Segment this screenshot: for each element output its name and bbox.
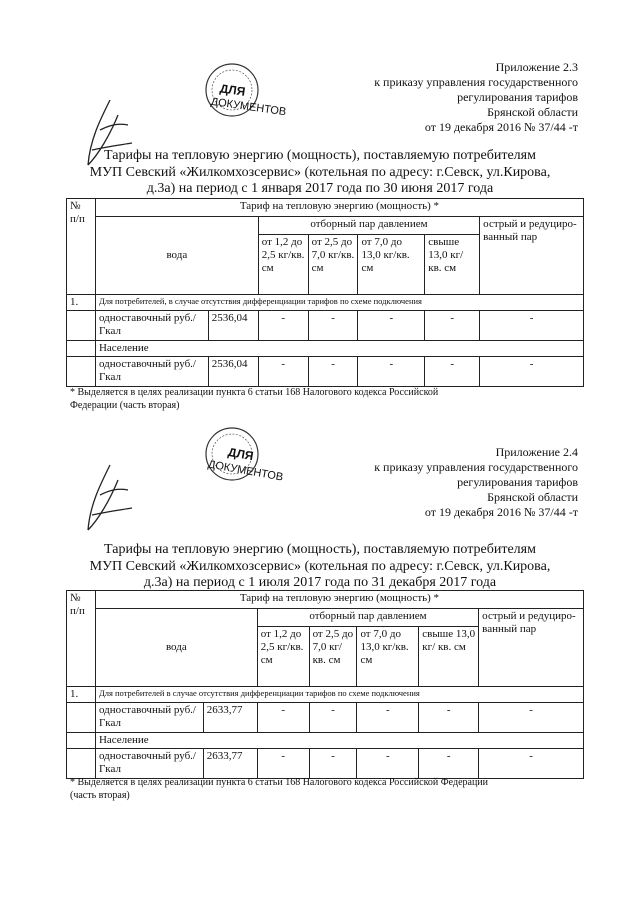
title-line-2: МУП Севский «Жилкомхозсервис» (котельная по адресу: г.Севск, ул.Кирова, — [89, 558, 551, 574]
empty-cell — [67, 749, 96, 779]
rate-label: одноставочный руб./Гкал — [95, 357, 208, 387]
rate-value-p3: - — [357, 703, 419, 733]
stamp-line-2: ДОКУМЕНТОВ — [209, 95, 287, 119]
rate-value-p3: - — [358, 311, 425, 341]
header-number: № п/п — [67, 591, 96, 687]
stamp-for-documents — [190, 420, 300, 500]
rate-value-acute: - — [480, 311, 584, 341]
rate-label: одноставочный руб./Гкал — [95, 703, 203, 733]
header-pressure-2: от 2,5 до 7,0 кг/кв. см — [308, 235, 358, 295]
rate-value-water: 2633,77 — [203, 703, 257, 733]
title-line-1: Тарифы на тепловую энергию (мощность), поставляемую потребителям — [104, 542, 536, 557]
rate-value-p2: - — [308, 311, 358, 341]
header-tariff: Тариф на тепловую энергию (мощность) * — [95, 199, 583, 217]
header-pressure-1: от 1,2 до 2,5 кг/кв. см — [257, 627, 309, 687]
rate-value-p4: - — [425, 357, 480, 387]
empty-cell — [67, 311, 96, 341]
rate-value-acute: - — [479, 749, 584, 779]
appendix-reference — [374, 60, 578, 135]
header-pressure-3: от 7,0 до 13,0 кг/кв. см — [357, 627, 419, 687]
rate-value-water: 2536,04 — [208, 311, 258, 341]
header-pressure-2: от 2,5 до 7,0 кг/кв. см — [309, 627, 357, 687]
header-acute-steam: острый и редуциро-ванный пар — [479, 609, 584, 687]
header-acute-steam: острый и редуциро-ванный пар — [480, 217, 584, 295]
header-number: № п/п — [67, 199, 96, 295]
order-reference: к приказу управления государственного — [374, 460, 578, 474]
tariff-title — [60, 148, 580, 198]
header-steam: отборный пар давлением — [258, 217, 479, 235]
rate-value-p4: - — [425, 311, 480, 341]
empty-cell — [67, 357, 96, 387]
rate-value-water: 2633,77 — [203, 749, 257, 779]
appendix-number: Приложение 2.3 — [495, 60, 578, 74]
footnote-line-2: (часть вторая) — [70, 790, 130, 801]
tariff-table — [66, 198, 584, 387]
empty-cell — [67, 341, 96, 357]
header-pressure-1: от 1,2 до 2,5 кг/кв. см — [258, 235, 308, 295]
rate-value-p1: - — [257, 703, 309, 733]
rate-value-acute: - — [479, 703, 584, 733]
rate-value-p2: - — [308, 357, 358, 387]
footnote — [70, 776, 488, 802]
title-line-3: д.3а) на период с 1 июля 2017 года по 31 декабря 2017 года — [143, 575, 497, 590]
header-pressure-4: свыше 13,0 кг/кв. см — [425, 235, 480, 295]
order-department: регулирования тарифов — [457, 475, 578, 489]
empty-cell — [67, 733, 96, 749]
rate-label: одноставочный руб./Гкал — [95, 749, 203, 779]
header-steam: отборный пар давлением — [257, 609, 478, 627]
rate-value-p2: - — [309, 703, 357, 733]
header-water: вода — [95, 217, 258, 295]
title-line-3: д.3а) на период с 1 января 2017 года по 30 июня 2017 года — [146, 181, 494, 196]
order-region: Брянской области — [487, 105, 578, 119]
rate-value-p1: - — [258, 357, 308, 387]
signature-scribble — [80, 460, 140, 540]
header-pressure-3: от 7,0 до 13,0 кг/кв. см — [358, 235, 425, 295]
header-water: вода — [95, 609, 257, 687]
header-pressure-4: свыше 13,0 кг/ кв. см — [419, 627, 479, 687]
tariff-title — [60, 542, 580, 592]
footnote — [70, 386, 438, 412]
footnote-line-2: Федерации (часть вторая) — [70, 400, 180, 411]
footnote-line-1: * Выделяется в целях реализации пункта 6 статьи 168 Налогового кодекса Российской Федерации — [70, 777, 489, 788]
header-tariff: Тариф на тепловую энергию (мощность) * — [95, 591, 583, 609]
order-region: Брянской области — [487, 490, 578, 504]
stamp-for-documents — [190, 58, 300, 138]
order-reference: к приказу управления государственного — [374, 75, 578, 89]
row-number: 1. — [67, 295, 96, 311]
rate-value-acute: - — [480, 357, 584, 387]
row-description: Для потребителей, в случае отсутствия дифференциации тарифов по схеме подключения — [95, 295, 583, 311]
rate-value-p4: - — [419, 749, 479, 779]
appendix-reference — [374, 445, 578, 520]
rate-value-water: 2536,04 — [208, 357, 258, 387]
stamp-line-1: ДЛЯ — [226, 444, 255, 464]
tariff-table — [66, 590, 584, 779]
rate-value-p3: - — [358, 357, 425, 387]
stamp-line-2: ДОКУМЕНТОВ — [207, 458, 285, 484]
footnote-line-1: * Выделяется в целях реализации пункта 6 статьи 168 Налогового кодекса Российской — [70, 387, 439, 398]
rate-value-p2: - — [309, 749, 357, 779]
row-number: 1. — [67, 687, 96, 703]
rate-value-p1: - — [257, 749, 309, 779]
stamp-line-1: ДЛЯ — [218, 81, 247, 99]
rate-value-p3: - — [357, 749, 419, 779]
rate-label: одноставочный руб./Гкал — [95, 311, 208, 341]
order-department: регулирования тарифов — [457, 90, 578, 104]
rate-value-p1: - — [258, 311, 308, 341]
population-label: Население — [95, 341, 583, 357]
rate-value-p4: - — [419, 703, 479, 733]
empty-cell — [67, 703, 96, 733]
title-line-1: Тарифы на тепловую энергию (мощность), поставляемую потребителям — [104, 148, 536, 163]
order-date: от 19 декабря 2016 № 37/44 -т — [424, 120, 578, 134]
appendix-number: Приложение 2.4 — [495, 445, 578, 459]
order-date: от 19 декабря 2016 № 37/44 -т — [424, 505, 578, 519]
row-description: Для потребителей в случае отсутствия дифференциации тарифов по схеме подключения — [95, 687, 583, 703]
title-line-2: МУП Севский «Жилкомхозсервис» (котельная по адресу: г.Севск, ул.Кирова, — [89, 164, 551, 180]
population-label: Население — [95, 733, 583, 749]
